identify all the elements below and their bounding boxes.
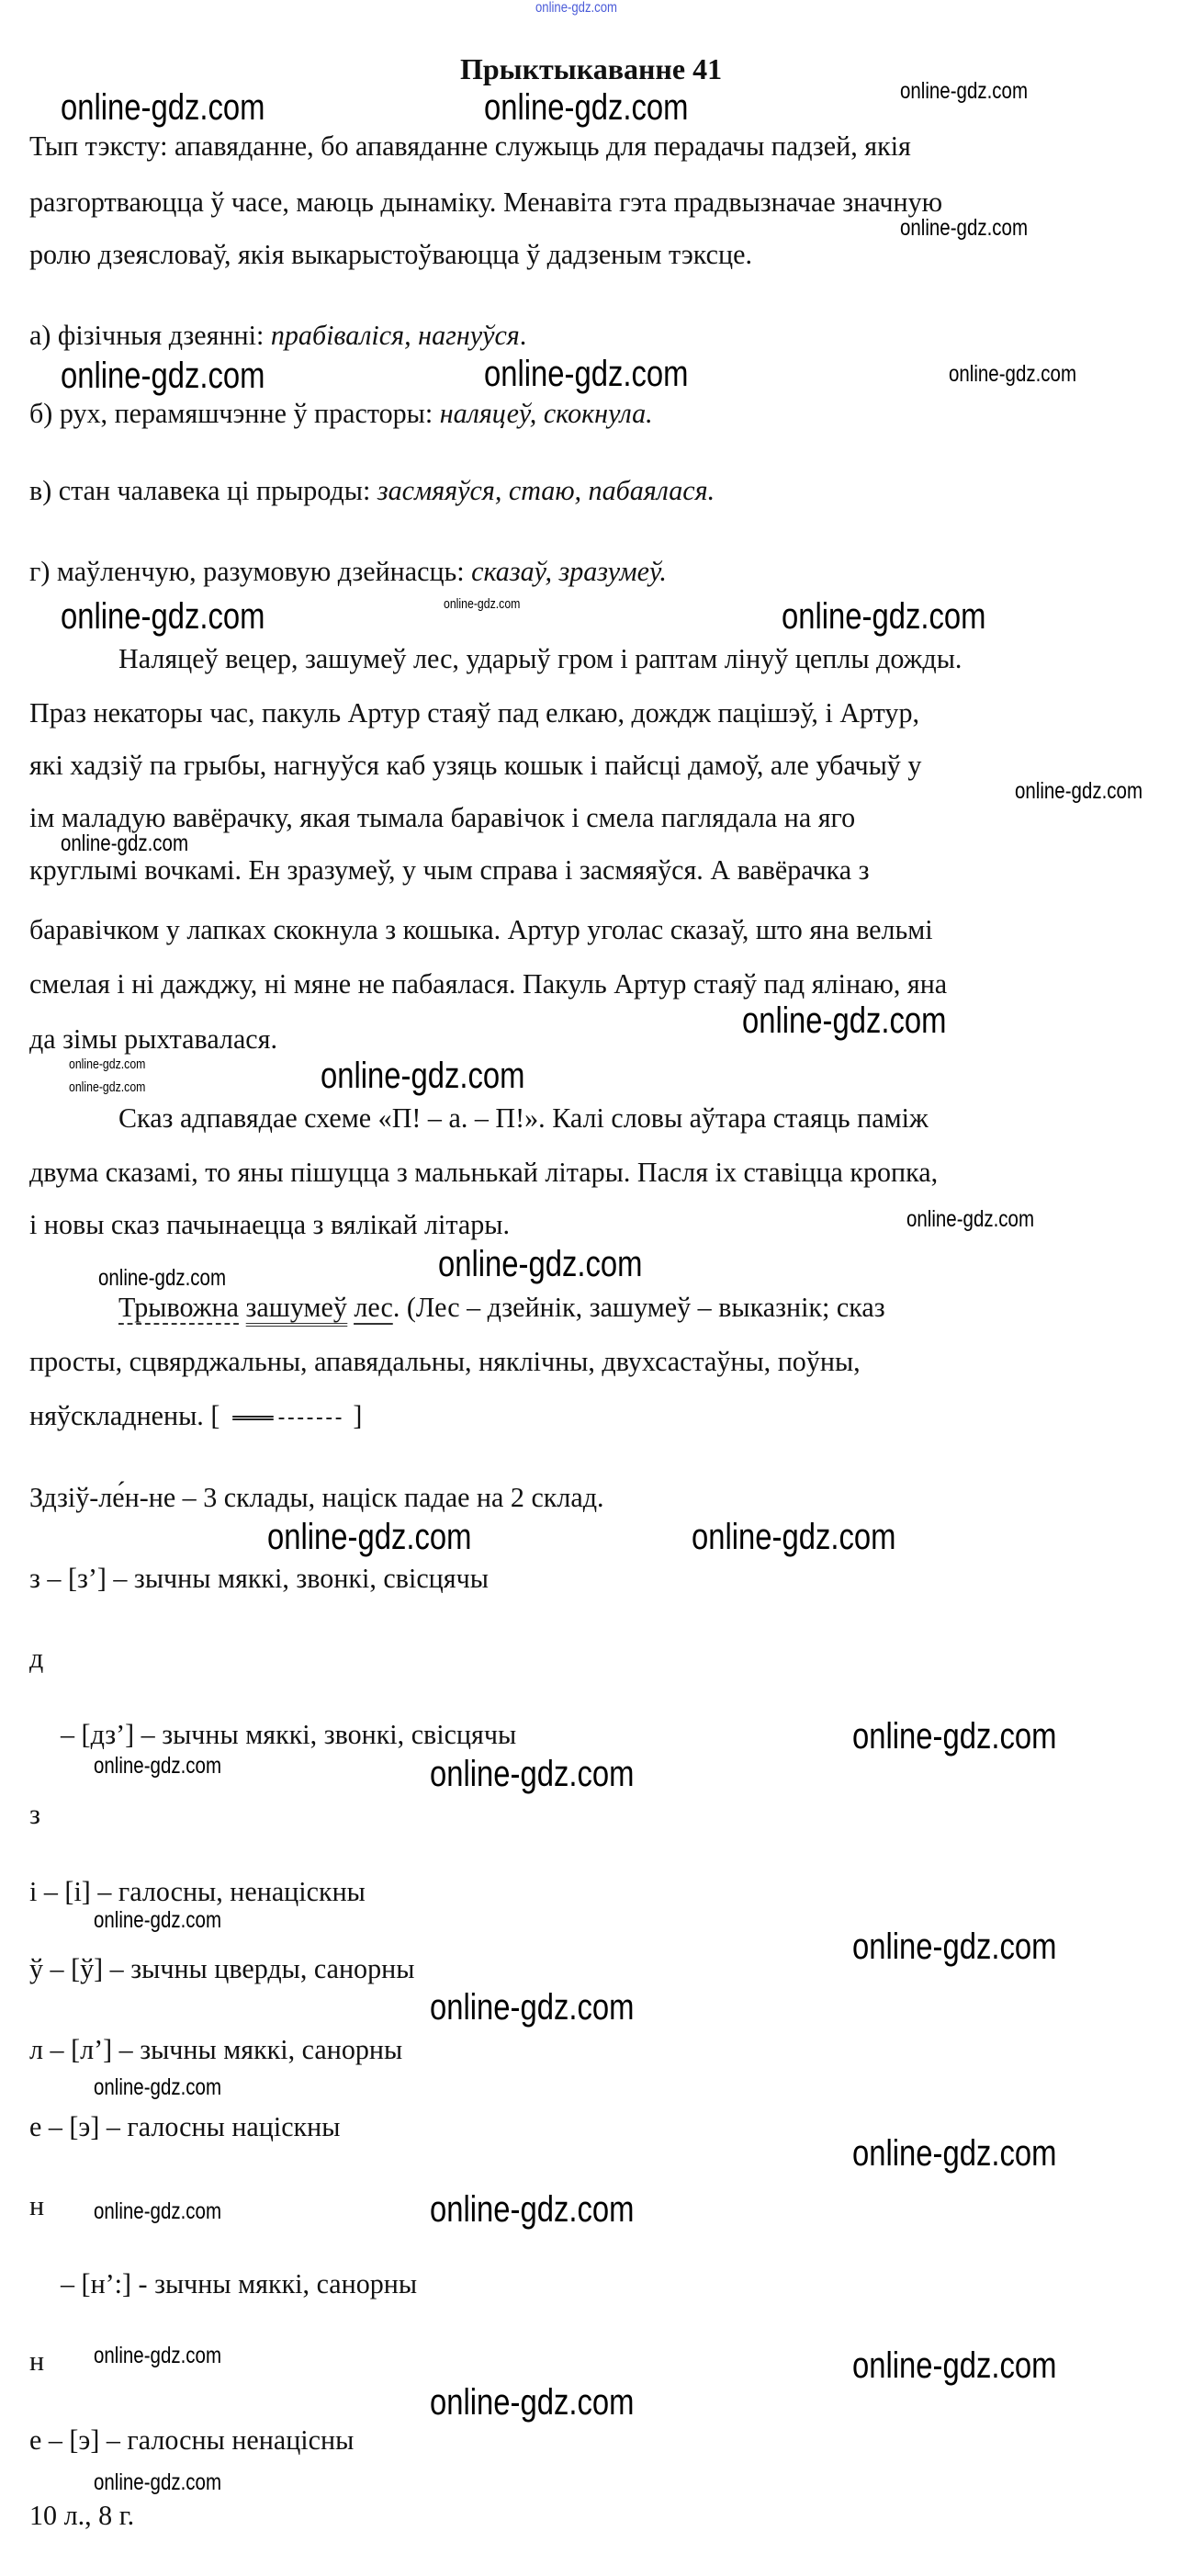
watermark: online-gdz.com bbox=[267, 1517, 472, 1557]
text-line bbox=[29, 1158, 938, 1187]
text-segment: і новы сказ пачынаецца з вялікай літары. bbox=[29, 1208, 511, 1240]
italic-example: засмяяўся, стаю, пабаялася. bbox=[377, 474, 715, 506]
watermark: online-gdz.com bbox=[61, 830, 189, 856]
watermark: online-gdz.com bbox=[430, 2189, 635, 2230]
text-segment: е – [э] – галосны ненацісны bbox=[29, 2423, 355, 2456]
text-segment: смелая і ні дажджу, ні мяне не пабаялася. Пакуль Артур стаяў пад ялінаю, яна bbox=[29, 967, 948, 1000]
text-line bbox=[29, 2191, 44, 2220]
watermark: online-gdz.com bbox=[430, 2382, 635, 2423]
text-line bbox=[61, 2269, 417, 2299]
text-segment: круглымі вочкамі. Ен зразумеў, у чым справа і засмяяўся. А вавёрачка з bbox=[29, 853, 870, 886]
text-segment: які хадзіў па грыбы, нагнуўся каб узяць кошык і пайсці дамоў, але убачыў у bbox=[29, 749, 922, 781]
watermark: online-gdz.com bbox=[94, 1753, 222, 1779]
text-line bbox=[29, 1877, 366, 1906]
text-line bbox=[118, 1293, 885, 1322]
text-line bbox=[29, 187, 942, 217]
text-line bbox=[61, 1720, 516, 1749]
text-line bbox=[29, 2035, 402, 2064]
text-segment: а) фізічныя дзеянні: bbox=[29, 319, 271, 351]
text-line bbox=[29, 969, 947, 999]
watermark: online-gdz.com bbox=[61, 596, 265, 637]
text-line bbox=[29, 1483, 604, 1512]
text-line bbox=[29, 2501, 134, 2530]
text-segment: Тып тэксту: апавяданне, бо апавяданне служыць для перадачы падзей, якія bbox=[29, 130, 911, 162]
italic-example: сказаў, зразумеў. bbox=[471, 555, 667, 587]
adverbial-mark bbox=[278, 1418, 341, 1419]
watermark: online-gdz.com bbox=[61, 356, 265, 396]
text-line bbox=[29, 698, 919, 728]
watermark: online-gdz.com bbox=[438, 1244, 643, 1284]
text-segment: – [дз’] – зычны мяккі, звонкі, свісцячы bbox=[61, 1718, 517, 1750]
text-segment: д bbox=[29, 1642, 44, 1674]
text-segment: н bbox=[29, 2344, 45, 2377]
text-segment: н bbox=[29, 2189, 45, 2221]
text-line bbox=[29, 751, 921, 780]
text-segment: разгортваюцца ў часе, маюць дынаміку. Менавіта гэта прадвызначае значную bbox=[29, 186, 943, 218]
sentence-scheme bbox=[227, 1399, 346, 1431]
text-line bbox=[29, 1564, 489, 1593]
text-line bbox=[118, 644, 962, 673]
watermark: online-gdz.com bbox=[430, 1754, 635, 1794]
text-line bbox=[29, 1347, 861, 1376]
text-segment: няўскладнены. [ bbox=[29, 1399, 227, 1431]
text-line bbox=[29, 855, 869, 885]
underlined-word: лес bbox=[354, 1291, 393, 1323]
text-segment: ім маладую вавёрачку, якая тымала баравічок і смела паглядала на яго bbox=[29, 801, 856, 833]
watermark: online-gdz.com bbox=[484, 354, 689, 394]
watermark: online-gdz.com bbox=[852, 1716, 1057, 1757]
text-line bbox=[29, 2425, 354, 2455]
text-segment: Здзіў-ле́н-не – 3 склады, націск падае на 2 склад. bbox=[29, 1481, 604, 1513]
text-line bbox=[29, 2346, 44, 2376]
italic-example: прабіваліся, нагнуўся bbox=[270, 319, 520, 351]
underlined-word: Трывожна bbox=[118, 1291, 239, 1323]
text-line bbox=[29, 1954, 414, 1983]
text-segment: Наляцеў вецер, зашумеў лес, ударыў гром і раптам лінуў цеплы дожды. bbox=[118, 642, 962, 674]
watermark: online-gdz.com bbox=[94, 1907, 222, 1933]
predicate-mark bbox=[232, 1416, 274, 1420]
watermark: online-gdz.com bbox=[61, 87, 265, 128]
text-segment: ролю дзеясловаў, якія выкарыстоўваюцца ў дадзеным тэксце. bbox=[29, 238, 752, 270]
watermark: online-gdz.com bbox=[321, 1056, 525, 1096]
watermark: online-gdz.com bbox=[1015, 778, 1143, 804]
text-line bbox=[29, 240, 752, 269]
watermark: online-gdz.com bbox=[906, 1206, 1035, 1232]
text-line bbox=[29, 399, 653, 428]
watermark: online-gdz.com bbox=[69, 1079, 146, 1095]
underlined-word: зашумеў bbox=[245, 1291, 346, 1327]
text-line bbox=[29, 321, 526, 350]
watermark: online-gdz.com bbox=[94, 2198, 222, 2224]
text-segment: г) маўленчую, разумовую дзейнасць: bbox=[29, 555, 472, 587]
text-segment: Сказ адпавядае схеме «П! – а. – П!». Калі словы аўтара стаяць паміж bbox=[118, 1102, 929, 1134]
text-segment: л – [л’] – зычны мяккі, санорны bbox=[29, 2033, 403, 2065]
watermark: online-gdz.com bbox=[900, 215, 1029, 241]
watermark: online-gdz.com bbox=[444, 596, 521, 612]
watermark: online-gdz.com bbox=[900, 78, 1029, 104]
text-segment: просты, сцвярджальны, апавядальны, няклічны, двухсастаўны, поўны, bbox=[29, 1345, 861, 1377]
text-segment: ў – [ў] – зычны цверды, санорны bbox=[29, 1952, 415, 1984]
text-segment: 10 л., 8 г. bbox=[29, 2499, 135, 2531]
watermark: online-gdz.com bbox=[94, 2469, 222, 2495]
watermark: online-gdz.com bbox=[852, 2345, 1057, 2386]
text-segment: в) стан чалавека ці прыроды: bbox=[29, 474, 377, 506]
text-segment: да зімы рыхтавалася. bbox=[29, 1022, 277, 1055]
text-line bbox=[29, 1210, 510, 1239]
text-segment: ] bbox=[345, 1399, 363, 1431]
text-line bbox=[118, 1103, 929, 1133]
text-line bbox=[29, 1644, 43, 1673]
text-segment: е – [э] – галосны націскны bbox=[29, 2110, 341, 2142]
text-line bbox=[29, 2112, 340, 2141]
watermark: online-gdz.com bbox=[949, 361, 1077, 387]
text-segment: двума сказамі, то яны пішуцца з мальнькай літары. Пасля іх ставіцца кропка, bbox=[29, 1156, 939, 1188]
text-line bbox=[29, 557, 667, 586]
text-segment: з – [з’] – зычны мяккі, звонкі, свісцячы bbox=[29, 1562, 489, 1594]
text-segment: – [н’:] - зычны мяккі, санорны bbox=[61, 2267, 418, 2299]
watermark: online-gdz.com bbox=[94, 2343, 222, 2368]
text-segment: Праз некаторы час, пакуль Артур стаяў пад елкаю, дождж пацішэў, і Артур, bbox=[29, 696, 920, 729]
watermark: online-gdz.com bbox=[94, 2074, 222, 2100]
text-segment: баравічком у лапках скокнула з кошыка. Артур уголас сказаў, што яна вельмі bbox=[29, 913, 933, 945]
watermark: online-gdz.com bbox=[430, 1987, 635, 2028]
text-line bbox=[29, 1401, 362, 1430]
text-segment: і – [і] – галосны, ненацiскны bbox=[29, 1875, 366, 1907]
text-line bbox=[29, 1800, 40, 1829]
text-line bbox=[29, 915, 933, 944]
text-segment: з bbox=[29, 1798, 40, 1830]
watermark: online-gdz.com bbox=[742, 1000, 947, 1041]
text-segment bbox=[239, 1291, 246, 1323]
watermark: online-gdz.com bbox=[852, 2133, 1057, 2174]
text-segment: б) рух, перамяшчэнне ў прасторы: bbox=[29, 397, 440, 429]
watermark: online-gdz.com bbox=[852, 1926, 1057, 1967]
watermark: online-gdz.com bbox=[98, 1265, 227, 1291]
watermark: online-gdz.com bbox=[484, 87, 689, 128]
watermark: online-gdz.com bbox=[782, 596, 986, 637]
text-segment: . bbox=[519, 319, 527, 351]
page-title: Прыктыкаванне 41 bbox=[459, 52, 723, 85]
text-line bbox=[29, 476, 715, 505]
watermark: online-gdz.com bbox=[535, 0, 617, 16]
text-segment: . (Лес – дзейнік, зашумеў – выказнік; сказ bbox=[392, 1291, 885, 1323]
watermark: online-gdz.com bbox=[69, 1056, 146, 1072]
watermark: online-gdz.com bbox=[692, 1517, 896, 1557]
italic-example: наляцеў, скокнула. bbox=[439, 397, 653, 429]
text-line bbox=[29, 1024, 277, 1054]
text-line bbox=[29, 803, 855, 832]
text-line bbox=[29, 131, 911, 161]
